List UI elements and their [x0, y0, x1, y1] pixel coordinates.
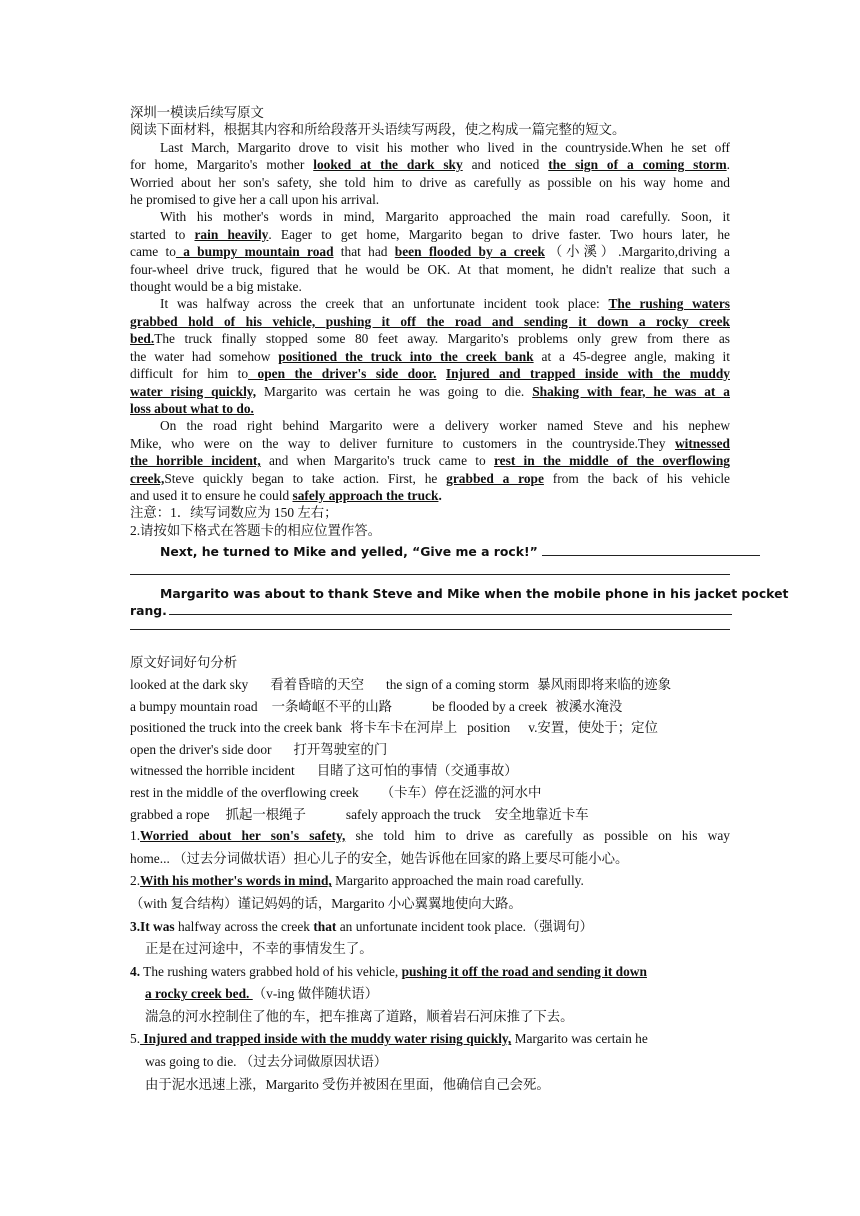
analysis-section [130, 652, 730, 825]
answer-line-2 [130, 623, 730, 630]
story-paragraph-4: On the road right behind Margarito were a delivery worker named Steve and his nephew Mike, who were on the way to deliver furniture to customers in the countryside.They witnessed the horrible incident, and when Margarito's truck came to rest in the middle of the overflowing creek,Steve quickly began to take action. First, he grabbed a rope from the back of his vehicle and used it to ensure he could safely approach the truck. [130, 418, 731, 503]
story-paragraph-1: Last March, Margarito drove to visit his mother who lived in the countryside.When he set off for home, Margarito's mother looked at the dark sky and noticed the sign of a coming storm. Worried about her son's safety, she told him to drive as carefully as possible on his way home and he promised to give her a call upon his arrival. [130, 139, 730, 208]
prompt-1: Next, he turned to Mike and yelled, “Give me a rock!” [130, 543, 730, 560]
example-3: 3.It was halfway across the creek that an unfortunate incident took place.（强调句） [130, 918, 593, 934]
example-1: 1.Worried about her son's safety, she told him to drive as carefully as possible on his way [130, 828, 730, 844]
vocab-row: open the driver's side door 打开驾驶室的门 [130, 741, 388, 757]
analysis-title: 原文好词好句分析 [130, 655, 238, 671]
vocab-row: positioned the truck into the creek bank 将卡车卡在河岸上 position v.安置，使处于；定位 [130, 720, 658, 736]
vocab-row: a bumpy mountain road 一条崎岖不平的山路 be flooded by a creek 被溪水淹没 [130, 698, 623, 714]
doc-title: 深圳一模读后续写原文 [130, 105, 264, 120]
instruction: 阅读下面材料，根据其内容和所给段落开头语续写两段，使之构成一篇完整的短文。 [130, 122, 626, 138]
answer-line-1 [130, 565, 730, 575]
note-word-count: 注意：1．续写词数应为 150 左右； [130, 505, 338, 521]
vocab-row: witnessed the horrible incident 目睹了这可怕的事情（交通事故） [130, 763, 518, 779]
prompt-2: Margarito was about to thank Steve and Mike when the mobile phone in his jacket pocket [160, 585, 789, 601]
document-page [130, 104, 789, 1096]
vocab-row: rest in the middle of the overflowing creek （卡车）停在泛滥的河水中 [130, 784, 542, 800]
vocab-row: looked at the dark sky 看着昏暗的天空 the sign of a coming storm 暴风雨即将来临的迹象 [130, 676, 672, 692]
example-4: 4. The rushing waters grabbed hold of his vehicle, pushing it off the road and sending it down [130, 963, 647, 979]
story-paragraph-2: With his mother's words in mind, Margarito approached the main road carefully. Soon, it started to rain heavily. Eager to get home, Margarito began to drive faster. Two hours later, he came to a bumpy mountain road that had been flooded by a creek（小溪）.Margarito,driving a four-wheel drive truck, figured that he would be OK. At that moment, he didn't realize that such a thought would be a big mistake. [130, 209, 730, 295]
prompt-2-end: rang. [130, 602, 730, 619]
story-paragraph-3: It was halfway across the creek that an unfortunate incident took place: The rushing waters grabbed hold of his vehicle, pushing it off the road and sending it down a rocky creek bed.The truck finally stopped some 80 feet away. Margarito's problems only grew from there as the water had somehow positioned the truck into the creek bank at a 45-degree angle, making it difficult for him to open the driver's side door. Injured and trapped inside with the muddy water rising quickly, Margarito was certain he was going to die. Shaking with fear, he was at a loss about what to do. [130, 296, 730, 416]
example-5: 5. Injured and trapped inside with the muddy water rising quickly, Margarito was certain he [130, 1031, 648, 1047]
vocab-row: grabbed a rope 抓起一根绳子 safely approach the truck 安全地靠近卡车 [130, 806, 589, 822]
example-2: 2.With his mother's words in mind, Margarito approached the main road carefully. [130, 873, 584, 889]
example-sentences: 1.Worried about her son's safety, she told him to drive as carefully as possible on his way home... （过去分词做状语）担心儿子的安全，她告诉他在回家的路上要尽可能小心。 2.With his mother's words in mind, Margarito approached the main road carefully. （with 复合结构）谨记妈妈的话，Margarito 小心翼翼地使向大路。 3.It was halfway across the creek that an unfortunate incident took place.（强调句） 正是在过河途中，不幸的事情发生了。 4. The rushing waters grabbed hold of his vehicle, pushing it off the road and sending it down a rocky creek bed. （v-ing 做伴随状语） 湍急的河水控制住了他的车，把车推离了道路，顺着岩石河床推了下去。 5. Injured and trapped inside with the muddy water rising quickly, Margarito was certain he was going to die. （过去分词做原因状语） 由于泥水迅速上涨，Margarito 受伤并被困在里面，他确信自己会死。 [130, 825, 730, 1096]
note-format: 2.请按如下格式在答题卡的相应位置作答。 [130, 522, 382, 538]
